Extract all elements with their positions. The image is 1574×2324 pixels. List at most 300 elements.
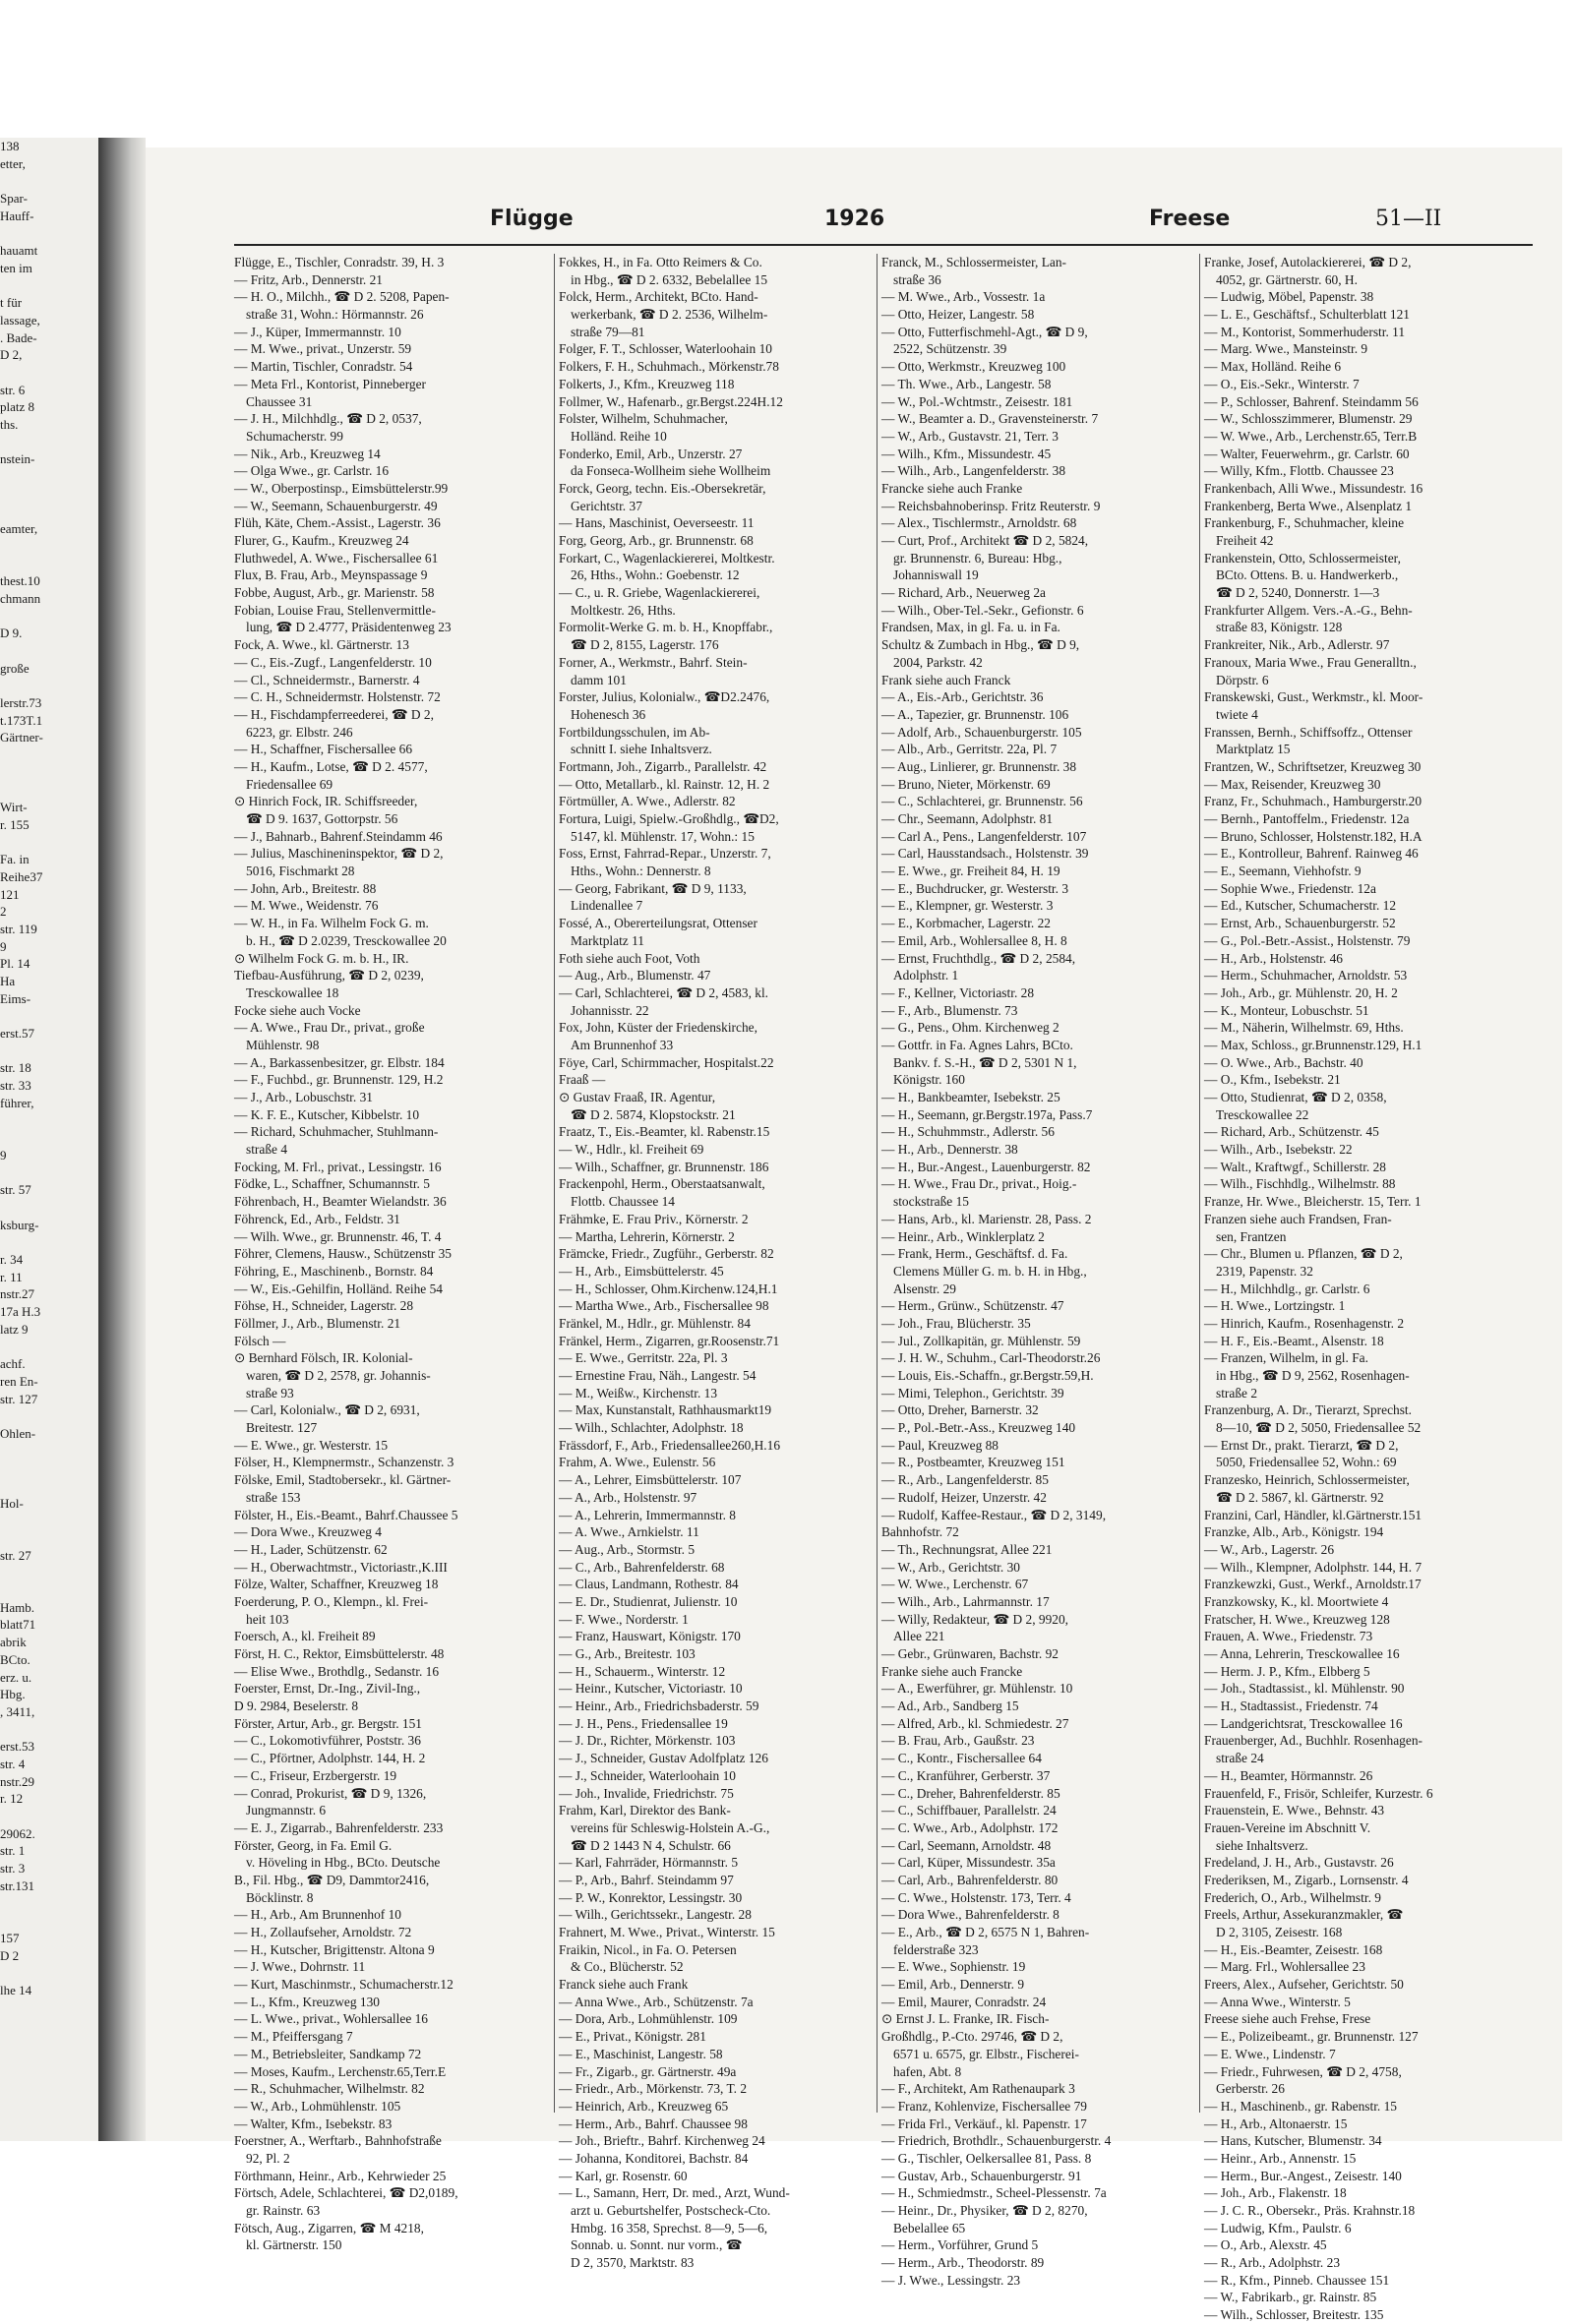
directory-entry-line: Frauenstein, E. Wwe., Behnstr. 43 xyxy=(1204,1803,1385,1818)
directory-entry-line: — L., Samann, Herr, Dr. med., Arzt, Wund- xyxy=(559,2185,790,2201)
directory-entry-line: — Otto, Futterfischmehl-Agt., ☎ D 9, xyxy=(881,324,1088,339)
directory-entry-line: — H., Bur.-Angest., Lauenburgerstr. 82 xyxy=(881,1159,1091,1174)
directory-entry-line: — E. Wwe., gr. Westerstr. 15 xyxy=(234,1437,389,1453)
directory-entry-line: — M., Betriebsleiter, Sandkamp 72 xyxy=(234,2046,422,2061)
directory-entry-line: — F., Kellner, Victoriastr. 28 xyxy=(881,984,1035,1000)
directory-entry-line: — Heinr., Kutscher, Victoriastr. 10 xyxy=(559,1681,743,1697)
directory-entry-line: — Walter, Feuerwehrm., gr. Carlstr. 60 xyxy=(1204,446,1410,461)
directory-entry-line: — Wilh., Arb., Lahrmannstr. 17 xyxy=(881,1593,1050,1609)
directory-entry-line: — F., Architekt, Am Rathenaupark 3 xyxy=(881,2081,1075,2097)
directory-entry-line: D 9. 2984, Beselerstr. 8 xyxy=(234,1698,359,1714)
directory-entry-line: Fossé, A., Obererteilungsrat, Ottenser xyxy=(559,916,757,931)
fragment-line: Hol- xyxy=(0,1495,24,1511)
directory-entry-line: — Carl A., Pens., Langenfelderstr. 107 xyxy=(881,828,1087,844)
directory-entry-line: — W., Oberpostinsp., Eimsbüttelerstr.99 xyxy=(234,480,449,496)
directory-entry-line: — Carl, Kolonialw., ☎ D 2, 6931, xyxy=(234,1402,420,1418)
directory-entry-line: — Joh., Brieftr., Bahrf. Kirchenweg 24 xyxy=(559,2133,765,2149)
directory-entry-line: — E., Polizeibeamt., gr. Brunnenstr. 127 xyxy=(1204,2029,1419,2045)
directory-entry-line: Chaussee 31 xyxy=(246,393,313,409)
directory-entry-line: — Wilh., Schlosser, Breitestr. 135 xyxy=(1204,2307,1384,2323)
directory-entry-line: — H. F., Eis.-Beamt., Alsenstr. 18 xyxy=(1204,1333,1384,1348)
directory-entry-line: — W. Wwe., Lerchenstr. 67 xyxy=(881,1577,1029,1592)
fragment-line xyxy=(0,1007,98,1025)
directory-entry-line: Francke siehe auch Franke xyxy=(881,480,1023,496)
directory-entry-line: — J. C. R., Obersekr., Präs. Krahnstr.18 xyxy=(1204,2203,1416,2218)
directory-entry-line: heit 103 xyxy=(246,1611,289,1627)
directory-entry-line: — Martin, Tischler, Conradstr. 54 xyxy=(234,359,413,375)
directory-entry-line: Johanniswall 19 xyxy=(893,567,979,583)
directory-entry-line: — Wilh., Kfm., Missundestr. 45 xyxy=(881,446,1052,461)
fragment-line: str. 3 xyxy=(0,1861,26,1877)
fragment-line xyxy=(0,1581,98,1599)
directory-entry-line: — Anna Wwe., Winterstr. 5 xyxy=(1204,1994,1351,2009)
fragment-line: Reihe37 xyxy=(0,868,43,884)
directory-entry-line: — F. Wwe., Norderstr. 1 xyxy=(559,1611,689,1627)
fragment-line xyxy=(0,1112,98,1130)
fragment-line xyxy=(0,1894,98,1912)
directory-entry-line: — A. Wwe., Frau Dr., privat., große xyxy=(234,1020,425,1036)
directory-entry-line: — A., Eis.-Arb., Gerichtstr. 36 xyxy=(881,689,1044,705)
directory-entry-line: Hths., Wohn.: Dennerstr. 8 xyxy=(571,864,711,879)
directory-entry-line: Fränkel, M., Hdlr., gr. Mühlenstr. 84 xyxy=(559,1315,751,1331)
fragment-line: Gärtner- xyxy=(0,730,43,745)
directory-entry-line: siehe Inhaltsverz. xyxy=(1216,1837,1308,1853)
directory-entry-line: — H., Milchhdlg., gr. Carlstr. 6 xyxy=(1204,1281,1370,1296)
directory-entry-line: stockstraße 15 xyxy=(893,1194,969,1210)
directory-entry-line: — Wilh., Ober-Tel.-Sekr., Gefionstr. 6 xyxy=(881,602,1084,618)
directory-entry-line: Dörpstr. 6 xyxy=(1216,672,1269,687)
directory-entry-line: — C., Schiffbauer, Parallelstr. 24 xyxy=(881,1803,1057,1818)
fragment-line: etter, xyxy=(0,155,26,171)
directory-entry-line: — H., Schlosser, Ohm.Kirchenw.124,H.1 xyxy=(559,1281,778,1296)
directory-entry-line: — M. Wwe., Arb., Vossestr. 1a xyxy=(881,289,1046,305)
directory-entry-line: Fortmann, Joh., Zigarrb., Parallelstr. 42 xyxy=(559,758,767,774)
directory-entry-line: Franck siehe auch Frank xyxy=(559,1977,689,1993)
fragment-line: Ha xyxy=(0,974,16,988)
directory-entry-line: — W., Arb., Lagerstr. 26 xyxy=(1204,1541,1335,1557)
directory-entry-line: — Aug., Arb., Stormstr. 5 xyxy=(559,1541,696,1557)
directory-entry-line: Forster, Julius, Kolonialw., ☎D2.2476, xyxy=(559,689,770,705)
directory-entry-line: — E., Kontrolleur, Bahrenf. Rainweg 46 xyxy=(1204,846,1419,862)
column-divider xyxy=(1199,254,1200,2113)
directory-entry-line: — Gustav, Arb., Schauenburgerstr. 91 xyxy=(881,2168,1082,2183)
directory-entry-line: — J. H., Milchhdlg., ☎ D 2, 0537, xyxy=(234,411,422,427)
directory-entry-line: Folck, Herm., Architekt, BCto. Hand- xyxy=(559,289,758,305)
directory-entry-line: Alsenstr. 29 xyxy=(893,1281,956,1296)
fragment-line: Hauff- xyxy=(0,208,34,223)
directory-entry-line: — Franzen, Wilhelm, in gl. Fa. xyxy=(1204,1350,1368,1366)
directory-entry-line: Fluthwedel, A. Wwe., Fischersallee 61 xyxy=(234,550,439,566)
directory-entry-line: — H., Arb., Am Brunnenhof 10 xyxy=(234,1907,401,1923)
directory-entry-line: Focking, M. Frl., privat., Lessingstr. 16 xyxy=(234,1159,442,1174)
adjacent-page-fragment xyxy=(0,138,98,2141)
fragment-line xyxy=(0,468,98,486)
fragment-line xyxy=(0,503,98,520)
directory-entry-line: da Fonseca-Wollheim siehe Wollheim xyxy=(571,463,771,479)
directory-entry-line: — Walter, Kfm., Isebekstr. 83 xyxy=(234,2115,393,2131)
fragment-line: 17a H.3 xyxy=(0,1304,41,1320)
directory-entry-line: — J., Bahnarb., Bahrenf.Steindamm 46 xyxy=(234,828,443,844)
fragment-line: erz. u. xyxy=(0,1669,32,1685)
directory-entry-line: Clemens Müller G. m. b. H. in Hbg., xyxy=(893,1263,1087,1279)
directory-entry-line: — Herm., Arb., Theodorstr. 89 xyxy=(881,2255,1045,2271)
directory-entry-line: — H., Arb., Dennerstr. 38 xyxy=(881,1142,1018,1158)
fragment-line xyxy=(0,1233,98,1251)
directory-entry-line: — Willy, Kfm., Flottb. Chaussee 23 xyxy=(1204,463,1394,479)
fragment-line xyxy=(0,556,98,573)
directory-entry-line: — Carl, Küper, Missundestr. 35a xyxy=(881,1855,1056,1871)
fragment-line: str.131 xyxy=(0,1877,35,1893)
directory-entry-line: ☎ D 9. 1637, Gottorpstr. 56 xyxy=(246,811,398,826)
directory-entry-line: — C., Arb., Bahrenfelderstr. 68 xyxy=(559,1559,725,1575)
directory-entry-line: Franzkowsky, K., kl. Moortwiete 4 xyxy=(1204,1593,1389,1609)
directory-entry-line: Förster, Georg, in Fa. Emil G. xyxy=(234,1837,393,1853)
directory-entry-line: — W., Hdlr., kl. Freiheit 69 xyxy=(559,1142,704,1158)
directory-entry-line: — Dora Wwe., Kreuzweg 4 xyxy=(234,1524,382,1540)
directory-entry-line: — Bernh., Pantoffelm., Friedenstr. 12a xyxy=(1204,811,1410,826)
directory-entry-line: Frankfurter Allgem. Vers.-A.-G., Behn- xyxy=(1204,602,1413,618)
directory-entry-line: — J., Arb., Lobuschstr. 31 xyxy=(234,1090,373,1104)
directory-entry-line: — Marg. Wwe., Mansteinstr. 9 xyxy=(1204,341,1368,357)
fragment-line: 9 xyxy=(0,938,7,954)
directory-entry-line: — E., Klempner, gr. Westerstr. 3 xyxy=(881,898,1054,914)
directory-entry-line: Franoux, Maria Wwe., Frau Generalltn., xyxy=(1204,654,1417,670)
fragment-line: 157 xyxy=(0,1930,20,1945)
directory-entry-line: 2522, Schützenstr. 39 xyxy=(893,341,1007,357)
directory-entry-line: — M., Kontorist, Sommerhuderstr. 11 xyxy=(1204,324,1406,339)
directory-entry-line: straße 4 xyxy=(246,1142,288,1158)
directory-entry-line: — R., Arb., Langenfelderstr. 85 xyxy=(881,1472,1049,1488)
directory-entry-line: — Landgerichtsrat, Tresckowallee 16 xyxy=(1204,1715,1403,1731)
directory-entry-line: Förtsch, Adele, Schlachterei, ☎ D2,0189, xyxy=(234,2185,458,2201)
directory-entry-line: Friedensallee 69 xyxy=(246,776,333,792)
directory-entry-line: — Heinr., Arb., Friedrichsbaderstr. 59 xyxy=(559,1698,759,1714)
directory-entry-line: — H., Oberwachtmstr., Victoriastr.,K.III xyxy=(234,1559,448,1575)
fragment-line: ksburg- xyxy=(0,1217,39,1232)
directory-entry-line: — Herm. J. P., Kfm., Elbberg 5 xyxy=(1204,1663,1370,1679)
fragment-line: thest.10 xyxy=(0,573,40,589)
directory-entry-line: in Hbg., ☎ D 9, 2562, Rosenhagen- xyxy=(1216,1368,1410,1383)
directory-column-1 xyxy=(234,254,551,2253)
directory-entry-line: — Ludwig, Möbel, Papenstr. 38 xyxy=(1204,289,1374,305)
directory-entry-line: — H., Kaufm., Lotse, ☎ D 2. 4577, xyxy=(234,758,428,774)
directory-entry-line: — Chr., Seemann, Adolphstr. 81 xyxy=(881,811,1054,826)
directory-entry-line: — A., Arb., Holstenstr. 97 xyxy=(559,1489,697,1505)
directory-entry-line: — K., Monteur, Lobuschstr. 51 xyxy=(1204,1002,1369,1018)
directory-entry-line: — H., Arb., Altonaerstr. 15 xyxy=(1204,2115,1348,2131)
directory-entry-line: Forck, Georg, techn. Eis.-Obersekretär, xyxy=(559,480,766,496)
directory-entry-line: gr. Brunnenstr. 6, Bureau: Hbg., xyxy=(893,550,1062,566)
directory-entry-line: Frank siehe auch Franck xyxy=(881,672,1011,687)
directory-entry-line: Frederich, O., Arb., Wilhelmstr. 9 xyxy=(1204,1889,1381,1905)
directory-entry-line: — B. Frau, Arb., Gaußstr. 23 xyxy=(881,1733,1035,1749)
fragment-line: Hamb. xyxy=(0,1599,35,1615)
fragment-line xyxy=(0,1564,98,1581)
directory-entry-line: — Alfred, Arb., kl. Schmiedestr. 27 xyxy=(881,1715,1069,1731)
fragment-line xyxy=(0,834,98,852)
directory-entry-line: 6571 u. 6575, gr. Elbstr., Fischerei- xyxy=(893,2046,1079,2061)
directory-entry-line: — Joh., Stadtassist., kl. Mühlenstr. 90 xyxy=(1204,1681,1405,1697)
directory-entry-line: — Franz, Kohlenvize, Fischersallee 79 xyxy=(881,2098,1087,2114)
directory-entry-line: — H., Schaffner, Fischersallee 66 xyxy=(234,742,413,757)
directory-entry-line: — Friedr., Fuhrwesen, ☎ D 2, 4758, xyxy=(1204,2063,1402,2079)
fragment-line xyxy=(0,1199,98,1217)
directory-entry-line: — H. Wwe., Lortzingstr. 1 xyxy=(1204,1298,1346,1314)
directory-entry-line: Fratscher, H. Wwe., Kreuzweg 128 xyxy=(1204,1611,1390,1627)
directory-entry-line: — Joh., Arb., Flakenstr. 18 xyxy=(1204,2185,1347,2201)
directory-entry-line: — P., Schlosser, Bahrenf. Steindamm 56 xyxy=(1204,393,1419,409)
directory-entry-line: Frankreiter, Nik., Arb., Adlerstr. 97 xyxy=(1204,637,1390,653)
directory-entry-line: — O., Eis.-Sekr., Winterstr. 7 xyxy=(1204,376,1360,391)
directory-entry-line: Franz, Fr., Schuhmach., Hamburgerstr.20 xyxy=(1204,794,1423,809)
directory-entry-line: waren, ☎ D 2, 2578, gr. Johannis- xyxy=(246,1368,431,1383)
directory-entry-line: — W. H., in Fa. Wilhelm Fock G. m. xyxy=(234,916,429,931)
directory-entry-line: Först, H. C., Rektor, Eimsbüttelerstr. 48 xyxy=(234,1646,445,1661)
directory-entry-line: — E., Privat., Königstr. 281 xyxy=(559,2029,706,2045)
directory-entry-line: — Hans, Kutscher, Blumenstr. 34 xyxy=(1204,2133,1382,2149)
directory-entry-line: — F., Fuchbd., gr. Brunnenstr. 129, H.2 xyxy=(234,1072,444,1088)
directory-entry-line: Franzkewzki, Gust., Werkf., Arnoldstr.17 xyxy=(1204,1577,1422,1592)
directory-entry-line: Frantzen, W., Schriftsetzer, Kreuzweg 30 xyxy=(1204,758,1422,774)
directory-entry-line: — Emil, Arb., Wohlersallee 8, H. 8 xyxy=(881,932,1067,948)
directory-entry-line: — Anna Wwe., Arb., Schützenstr. 7a xyxy=(559,1994,754,2009)
fragment-line: ren En- xyxy=(0,1373,38,1389)
directory-entry-line: kl. Gärtnerstr. 150 xyxy=(246,2237,342,2253)
directory-entry-line: Tiefbau-Ausführung, ☎ D 2, 0239, xyxy=(234,968,424,983)
directory-entry-line: — C. Wwe., Arb., Adolphstr. 172 xyxy=(881,1819,1059,1835)
directory-entry-line: 6223, gr. Elbstr. 246 xyxy=(246,724,353,740)
fragment-line: chmann xyxy=(0,590,41,606)
directory-entry-line: — Mimi, Telephon., Gerichtstr. 39 xyxy=(881,1385,1064,1400)
directory-entry-line: — Th., Rechnungsrat, Allee 221 xyxy=(881,1541,1053,1557)
directory-entry-line: Foerderung, P. O., Klempn., kl. Frei- xyxy=(234,1593,429,1609)
directory-entry-line: straße 31, Wohn.: Hörmannstr. 26 xyxy=(246,307,424,323)
fragment-line: große xyxy=(0,660,30,676)
directory-entry-line: — E. Dr., Studienrat, Julienstr. 10 xyxy=(559,1593,738,1609)
directory-entry-line: — Fr., Zigarb., gr. Gärtnerstr. 49a xyxy=(559,2063,737,2079)
fragment-line: . Bade- xyxy=(0,329,37,345)
directory-entry-line: — J. Dr., Richter, Mörkenstr. 103 xyxy=(559,1733,736,1749)
fragment-line: r. 34 xyxy=(0,1252,24,1267)
directory-entry-line: — Heinr., Dr., Physiker, ☎ D 2, 8270, xyxy=(881,2203,1088,2218)
fragment-line xyxy=(0,1407,98,1425)
directory-entry-line: — H. Wwe., Frau Dr., privat., Hoig.- xyxy=(881,1176,1077,1192)
directory-entry-line: Foersch, A., kl. Freiheit 89 xyxy=(234,1629,376,1644)
directory-entry-line: Mühlenstr. 98 xyxy=(246,1037,320,1052)
directory-entry-line: — Wilh., Gerichtssekr., Langestr. 28 xyxy=(559,1907,752,1923)
fragment-line xyxy=(0,1443,98,1460)
directory-entry-line: — Aug., Linlierer, gr. Brunnenstr. 38 xyxy=(881,758,1077,774)
fragment-line: 9 xyxy=(0,1147,7,1162)
directory-entry-line: — H., Arb., Holstenstr. 46 xyxy=(1204,950,1343,966)
fragment-line: D 2 xyxy=(0,1947,20,1963)
directory-entry-line: 5147, kl. Mühlenstr. 17, Wohn.: 15 xyxy=(571,828,755,844)
fragment-line xyxy=(0,642,98,660)
directory-entry-line: — Walt., Kraftwgf., Schillerstr. 28 xyxy=(1204,1159,1386,1174)
directory-entry-line: — W., Arb., Gerichtstr. 30 xyxy=(881,1559,1020,1575)
directory-entry-line: — J., Schneider, Waterloohain 10 xyxy=(559,1767,736,1783)
directory-entry-line: — E., Arb., ☎ D 2, 6575 N 1, Bahren- xyxy=(881,1925,1090,1939)
header-year: 1926 xyxy=(824,207,885,231)
directory-entry-line: Föye, Carl, Schirmmacher, Hospitalst.22 xyxy=(559,1054,774,1070)
directory-entry-line: — H., Eis.-Beamter, Zeisestr. 168 xyxy=(1204,1941,1383,1957)
directory-entry-line: Frauen-Vereine im Abschnitt V. xyxy=(1204,1819,1371,1835)
directory-entry-line: Tresckowallee 22 xyxy=(1216,1106,1309,1122)
directory-entry-line: — Heinrich, Arb., Kreuzweg 65 xyxy=(559,2098,729,2114)
directory-entry-line: Franze, Hr. Wwe., Bleicherstr. 15, Terr. 1 xyxy=(1204,1194,1422,1210)
directory-entry-line: Föhrenck, Ed., Arb., Feldstr. 31 xyxy=(234,1211,400,1226)
directory-entry-line: — Otto, Werkmstr., Kreuzweg 100 xyxy=(881,359,1066,375)
directory-entry-line: straße 24 xyxy=(1216,1751,1264,1766)
directory-entry-line: Fokkes, H., in Fa. Otto Reimers & Co. xyxy=(559,255,762,269)
directory-entry-line: — Conrad, Prokurist, ☎ D 9, 1326, xyxy=(234,1785,427,1801)
directory-entry-line: — Ernestine Frau, Näh., Langestr. 54 xyxy=(559,1368,757,1383)
fragment-line xyxy=(0,608,98,626)
directory-entry-line: — R., Schuhmacher, Wilhelmstr. 82 xyxy=(234,2081,425,2097)
directory-entry-line: 2004, Parkstr. 42 xyxy=(893,654,983,670)
directory-entry-line: — Heinr., Arb., Annenstr. 15 xyxy=(1204,2150,1357,2166)
directory-entry-line: — Richard, Arb., Neuerweg 2a xyxy=(881,585,1046,601)
directory-entry-line: — Friedrich, Brothdlr., Schauenburgerstr. 4 xyxy=(881,2133,1112,2149)
fragment-line: nstr.29 xyxy=(0,1773,35,1789)
fragment-line xyxy=(0,1460,98,1477)
fragment-line: r. 155 xyxy=(0,816,30,832)
directory-column-2 xyxy=(559,254,876,2271)
directory-entry-line: — W., Eis.-Gehilfin, Holländ. Reihe 54 xyxy=(234,1281,443,1296)
directory-entry-line: Föllmer, J., Arb., Blumenstr. 21 xyxy=(234,1315,401,1331)
directory-entry-line: — Bruno, Nieter, Mörkenstr. 69 xyxy=(881,776,1051,792)
fragment-line: D 2, xyxy=(0,347,23,363)
directory-entry-line: ☎ D 2 1443 N 4, Schulstr. 66 xyxy=(571,1837,731,1853)
directory-entry-line: — H. O., Milchh., ☎ D 2. 5208, Papen- xyxy=(234,289,450,305)
directory-entry-line: — G., Tischler, Oelkersallee 81, Pass. 8 xyxy=(881,2150,1092,2166)
fragment-line xyxy=(0,364,98,382)
fragment-line xyxy=(0,1721,98,1739)
directory-entry-line: Franzen siehe auch Frandsen, Fran- xyxy=(1204,1211,1392,1226)
directory-entry-line: Focke siehe auch Vocke xyxy=(234,1002,361,1018)
directory-entry-line: straße 153 xyxy=(246,1489,301,1505)
fragment-line: 138 xyxy=(0,139,20,153)
directory-entry-line: — Wilh., Fischhdlg., Wilhelmstr. 88 xyxy=(1204,1176,1396,1192)
directory-entry-line: Förthmann, Heinr., Arb., Kehrwieder 25 xyxy=(234,2168,447,2183)
directory-entry-line: — W., Fabrikarb., gr. Rainstr. 85 xyxy=(1204,2290,1377,2305)
directory-entry-line: — W., Arb., Lohmühlenstr. 105 xyxy=(234,2098,401,2114)
directory-entry-line: Fox, John, Küster der Friedenskirche, xyxy=(559,1020,757,1036)
directory-entry-line: Foerstner, A., Werftarb., Bahnhofstraße xyxy=(234,2133,442,2149)
directory-entry-line: Fränkel, Herm., Zigarren, gr.Roosenstr.71 xyxy=(559,1333,780,1348)
directory-entry-line: — Frank, Herm., Geschäftsf. d. Fa. xyxy=(881,1246,1068,1262)
directory-entry-line: — H., Lader, Schützenstr. 62 xyxy=(234,1541,388,1557)
directory-entry-line: — Hinrich, Kaufm., Rosenhagenstr. 2 xyxy=(1204,1315,1405,1331)
directory-entry-line: Freiheit 42 xyxy=(1216,533,1274,548)
directory-entry-line: Förtmüller, A. Wwe., Adlerstr. 82 xyxy=(559,794,736,809)
directory-entry-line: — Aug., Arb., Blumenstr. 47 xyxy=(559,968,711,983)
directory-entry-line: — Herm., Bur.-Angest., Zeisestr. 140 xyxy=(1204,2168,1402,2183)
fragment-line: 2 xyxy=(0,904,7,920)
directory-entry-line: — H., Zollaufseher, Arnoldstr. 72 xyxy=(234,1925,412,1939)
directory-entry-line: — J. H., Pens., Friedensallee 19 xyxy=(559,1715,728,1731)
directory-entry-line: Föhse, H., Schneider, Lagerstr. 28 xyxy=(234,1298,414,1314)
fragment-line: nstein- xyxy=(0,451,35,467)
directory-entry-line: — P. W., Konrektor, Lessingstr. 30 xyxy=(559,1889,743,1905)
fragment-line: str. 33 xyxy=(0,1078,31,1094)
fragment-line: erst.57 xyxy=(0,1026,35,1042)
fragment-line: hauamt xyxy=(0,243,38,259)
fragment-line: Pl. 14 xyxy=(0,956,30,972)
directory-entry-line: Adolphstr. 1 xyxy=(893,968,959,983)
directory-entry-line: — R., Postbeamter, Kreuzweg 151 xyxy=(881,1455,1065,1470)
directory-entry-line: D 2, 3105, Zeisestr. 168 xyxy=(1216,1925,1343,1939)
directory-entry-line: — Max, Schloss., gr.Brunnenstr.129, H.1 xyxy=(1204,1037,1423,1052)
directory-entry-line: — G., Arb., Breitestr. 103 xyxy=(559,1646,696,1661)
directory-entry-line: — C., u. R. Griebe, Wagenlackiererei, xyxy=(559,585,760,601)
directory-entry-line: — Martha, Lehrerin, Körnerstr. 2 xyxy=(559,1228,735,1244)
directory-entry-line: — E. Wwe., Lindenstr. 7 xyxy=(1204,2046,1336,2061)
directory-entry-line: Bahnhofstr. 72 xyxy=(881,1524,959,1540)
directory-entry-line: — Cl., Schneidermstr., Barnerstr. 4 xyxy=(234,672,420,687)
fragment-line xyxy=(0,781,98,799)
fragment-line: achf. xyxy=(0,1356,26,1372)
directory-entry-line: — Willy, Redakteur, ☎ D 2, 9920, xyxy=(881,1611,1069,1627)
directory-entry-line: Fortura, Luigi, Spielw.-Großhdlg., ☎D2, xyxy=(559,811,779,826)
directory-entry-line: Föhrer, Clemens, Hausw., Schützenstr 35 xyxy=(234,1246,452,1262)
fragment-line: ten im xyxy=(0,260,32,275)
directory-entry-line: — O., Arb., Alexstr. 45 xyxy=(1204,2237,1327,2253)
directory-entry-line: — M. Wwe., Weidenstr. 76 xyxy=(234,898,379,914)
directory-entry-line: — Wilh., Klempner, Adolphstr. 144, H. 7 xyxy=(1204,1559,1423,1575)
directory-entry-line: — Ernst, Arb., Schauenburgerstr. 52 xyxy=(1204,916,1396,931)
directory-entry-line: Böcklinstr. 8 xyxy=(246,1889,314,1905)
directory-entry-line: — Elise Wwe., Brothdlg., Sedanstr. 16 xyxy=(234,1663,440,1679)
directory-entry-line: Großhdlg., P.-Cto. 29746, ☎ D 2, xyxy=(881,2029,1063,2045)
directory-entry-line: — W. Wwe., Arb., Lerchenstr.65, Terr.B xyxy=(1204,428,1418,444)
directory-entry-line: straße 83, Königstr. 128 xyxy=(1216,620,1343,635)
fragment-line: lassage, xyxy=(0,312,40,328)
directory-entry-line: — A., Lehrer, Eimsbüttelerstr. 107 xyxy=(559,1472,742,1488)
directory-entry-line: Forkart, C., Wagenlackiererei, Moltkestr. xyxy=(559,550,775,566)
directory-entry-line: straße 36 xyxy=(893,271,941,287)
directory-entry-line: ☎ D 2. 5874, Klopstockstr. 21 xyxy=(571,1106,736,1122)
directory-entry-line: — P., Pol.-Betr.-Ass., Kreuzweg 140 xyxy=(881,1420,1076,1436)
directory-entry-line: 2319, Papenstr. 32 xyxy=(1216,1263,1313,1279)
directory-entry-line: Franke siehe auch Francke xyxy=(881,1663,1023,1679)
directory-entry-line: — H., Schuhmmstr., Adlerstr. 56 xyxy=(881,1124,1055,1140)
fragment-line xyxy=(0,1512,98,1529)
directory-entry-line: Frankenstein, Otto, Schlossermeister, xyxy=(1204,550,1401,566)
fragment-line: str. 27 xyxy=(0,1547,31,1563)
directory-entry-line: — E., Korbmacher, Lagerstr. 22 xyxy=(881,916,1051,931)
directory-entry-line: — Louis, Eis.-Schaffn., gr.Bergstr.59,H. xyxy=(881,1368,1094,1383)
directory-entry-line: Fölsch — xyxy=(234,1333,286,1348)
fragment-line: Fa. in xyxy=(0,852,30,867)
directory-entry-line: Fortbildungsschulen, im Ab- xyxy=(559,724,710,740)
directory-entry-line: Fonderko, Emil, Arb., Unzerstr. 27 xyxy=(559,446,743,461)
directory-entry-line: Fraatz, T., Eis.-Beamter, kl. Rabenstr.15 xyxy=(559,1124,770,1140)
directory-entry-line: — Otto, Metallarb., kl. Rainstr. 12, H. 2 xyxy=(559,776,770,792)
directory-entry-line: — G., Pol.-Betr.-Assist., Holstenstr. 79 xyxy=(1204,932,1411,948)
directory-entry-line: — Richard, Schuhmacher, Stuhlmann- xyxy=(234,1124,439,1140)
fragment-line: eamter, xyxy=(0,521,38,537)
directory-entry-line: Hmbg. 16 358, Sprechst. 8—9, 5—6, xyxy=(571,2220,768,2235)
directory-entry-line: vereins für Schleswig-Holstein A.-G., xyxy=(571,1819,770,1835)
fragment-line: D 9. xyxy=(0,626,23,641)
directory-entry-line: Fölze, Walter, Schaffner, Kreuzweg 18 xyxy=(234,1577,439,1592)
directory-entry-line: Främcke, Friedr., Zugführ., Gerberstr. 82 xyxy=(559,1246,774,1262)
directory-entry-line: Johannisstr. 22 xyxy=(571,1002,649,1018)
directory-entry-line: — M., Näherin, Wilhelmstr. 69, Hths. xyxy=(1204,1020,1404,1036)
directory-entry-line: Franzini, Carl, Händler, kl.Gärtnerstr.151 xyxy=(1204,1507,1423,1522)
fragment-line: str. 6 xyxy=(0,382,26,397)
